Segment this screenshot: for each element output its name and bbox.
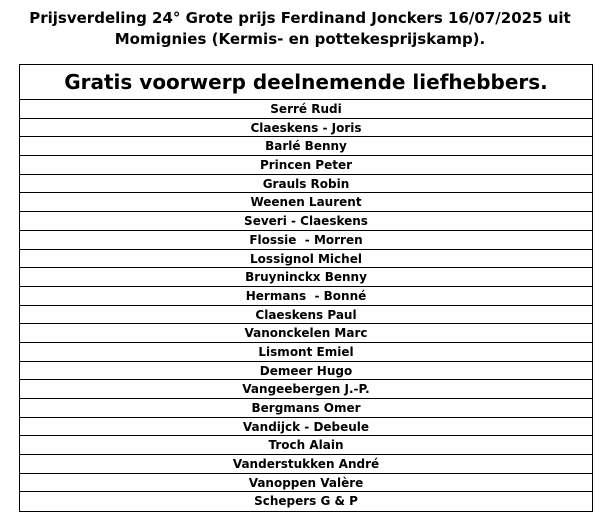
participant-row: Severi - Claeskens — [20, 212, 592, 231]
page-heading — [0, 8, 600, 50]
participant-row: Vanoppen Valère — [20, 474, 592, 493]
participant-row: Flossie - Morren — [20, 231, 592, 250]
participant-row: Bergmans Omer — [20, 399, 592, 418]
participant-row: Barlé Benny — [20, 137, 592, 156]
participant-row: Vanonckelen Marc — [20, 324, 592, 343]
participant-row: Troch Alain — [20, 436, 592, 455]
heading-line-1: Prijsverdeling 24° Grote prijs Ferdinand Jonckers 16/07/2025 uit — [29, 9, 571, 27]
participant-row: Grauls Robin — [20, 175, 592, 194]
participants-table — [19, 64, 593, 512]
participant-row: Bruyninckx Benny — [20, 268, 592, 287]
participant-row: Vanderstukken André — [20, 455, 592, 474]
participant-row: Weenen Laurent — [20, 193, 592, 212]
participant-row: Princen Peter — [20, 156, 592, 175]
participant-row: Vandijck - Debeule — [20, 418, 592, 437]
participant-row: Lossignol Michel — [20, 250, 592, 269]
heading-line-2: Momignies (Kermis- en pottekesprijskamp). — [114, 30, 486, 48]
participant-row: Demeer Hugo — [20, 362, 592, 381]
participant-list — [20, 100, 592, 511]
table-title: Gratis voorwerp deelnemende liefhebbers. — [20, 65, 592, 100]
participant-row: Claeskens Paul — [20, 306, 592, 325]
participant-row: Serré Rudi — [20, 100, 592, 119]
participant-row: Schepers G & P — [254, 494, 358, 509]
participant-row: Vangeebergen J.-P. — [20, 380, 592, 399]
participant-row: Lismont Emiel — [20, 343, 592, 362]
participant-row: Claeskens - Joris — [20, 119, 592, 138]
participant-row: Hermans - Bonné — [20, 287, 592, 306]
